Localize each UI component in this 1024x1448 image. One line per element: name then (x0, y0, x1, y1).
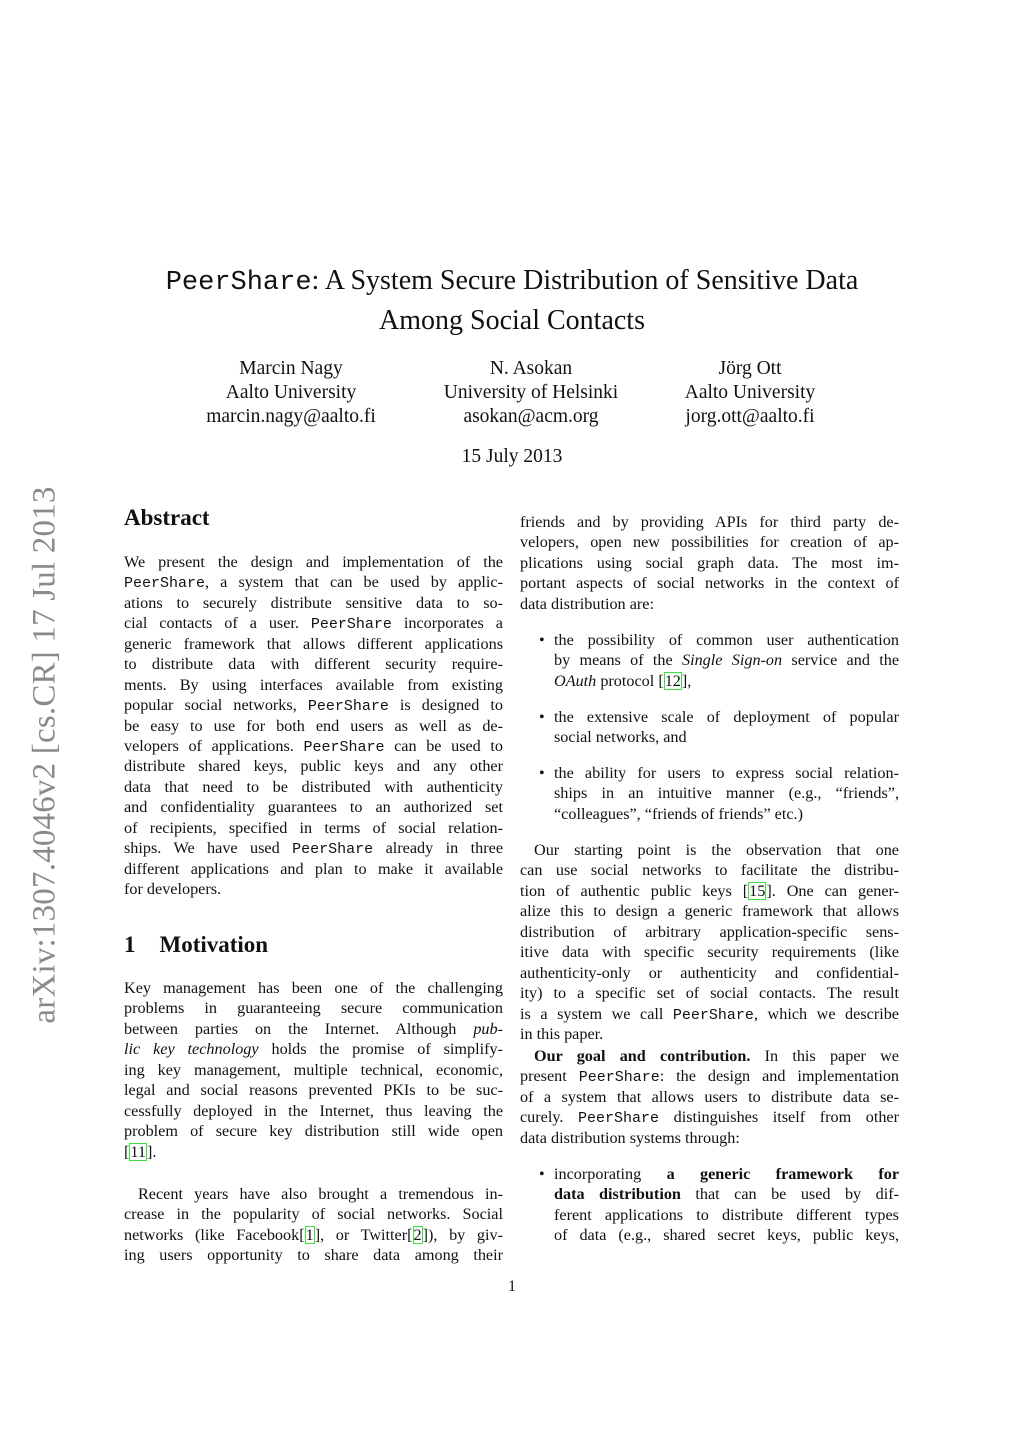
title-system-name: PeerShare (165, 268, 312, 298)
author-affiliation: University of Helsinki (443, 382, 619, 403)
text: different applications and plan to make it available (124, 859, 503, 878)
author-affiliation: Aalto University (684, 382, 816, 403)
text-line (520, 1024, 899, 1044)
bold-text: data distribution (554, 1185, 681, 1204)
text-line (124, 1245, 503, 1265)
text-line (124, 1019, 503, 1039)
text-line (124, 572, 503, 592)
text-line (554, 650, 899, 670)
emphasis: pub- (473, 1019, 503, 1038)
text-line (520, 512, 899, 532)
text: protocol (596, 671, 659, 690)
text: of data (e.g., shared secret keys, public keys, (554, 1226, 899, 1245)
text-line (124, 838, 503, 858)
text-line (554, 783, 899, 803)
text-line (520, 963, 899, 983)
text: of recipients, specified in terms of social relation- (124, 818, 503, 837)
bullet-item (539, 763, 899, 824)
text-line (124, 552, 503, 572)
right-paragraph-1 (520, 512, 899, 614)
text: can be used to (384, 736, 503, 755)
text: present (520, 1067, 579, 1086)
text: already in three (373, 839, 504, 858)
text-line (554, 671, 899, 691)
text: can use social networks to facilitate the distribu- (520, 861, 899, 880)
system-name: PeerShare (292, 841, 374, 859)
text: data that need to be distributed with authenticity (124, 777, 503, 796)
text: of a system that allows users to distribute data se- (520, 1087, 899, 1106)
emphasis: lic key technology (124, 1040, 259, 1059)
text: portant aspects of social networks in the context of (520, 574, 899, 593)
text: velopers, open new possibilities for creation of ap- (520, 533, 899, 552)
text: , a system that can be used by applic- (205, 573, 503, 592)
text: ships in an intuitive manner (e.g., “friends”, (554, 784, 899, 803)
text: . (152, 1142, 157, 1161)
text-line (554, 1225, 899, 1245)
text: for developers. (124, 880, 222, 898)
text: ity) to a specific set of social contacts. The result (520, 984, 899, 1003)
emphasis: Single Sign-on (682, 651, 783, 670)
paper-date: 15 July 2013 (461, 446, 563, 467)
text-line (124, 797, 503, 817)
text: service and the (782, 651, 899, 670)
text-line (554, 763, 899, 783)
text-line (124, 978, 503, 998)
text: is a system we call (520, 1004, 673, 1023)
text-line (124, 1039, 503, 1059)
text: Recent years have also brought a tremendous in- (138, 1185, 503, 1203)
text-line (520, 573, 899, 593)
text: the possibility of common user authentication (554, 631, 899, 649)
text: ing key management, multiple technical, economic, (124, 1060, 503, 1079)
text: by means of the (554, 651, 682, 670)
text: is designed to (388, 696, 503, 715)
citation-link[interactable]: 1 (305, 1225, 314, 1244)
system-name: PeerShare (578, 1110, 660, 1128)
text: curely. (520, 1108, 579, 1127)
motivation-paragraph-1 (124, 978, 503, 1162)
text: ing users opportunity to share data among their (124, 1246, 503, 1265)
text-line (124, 675, 503, 695)
text-line (520, 922, 899, 942)
text-line (124, 1142, 503, 1162)
text-line (124, 1225, 503, 1245)
bullet-icon: • (539, 631, 545, 649)
system-name: PeerShare (303, 738, 385, 756)
text-line (124, 736, 503, 756)
text: incorporates a (391, 614, 503, 633)
text-line (124, 756, 503, 776)
text-line (554, 727, 899, 747)
right-paragraph-2 (520, 840, 899, 1044)
page-number: 1 (508, 1278, 516, 1295)
text-line (124, 1080, 503, 1100)
author-email: marcin.nagy@aalto.fi (206, 406, 376, 427)
text-line (520, 594, 899, 614)
text: between parties on the Internet. Although (124, 1019, 474, 1038)
paper-title (0, 262, 1024, 339)
bold-text: a generic framework for (666, 1165, 899, 1183)
citation-link[interactable]: 2 (413, 1225, 422, 1244)
text: ferent applications to distribute different types (554, 1205, 899, 1224)
text: distribution of arbitrary application-specific sens- (520, 922, 899, 941)
section-heading-motivation (124, 932, 268, 958)
author-affiliation: Aalto University (225, 382, 357, 403)
text: alize this to design a generic framework that allows (520, 902, 899, 921)
text: problem of secure key distribution still wide open (124, 1122, 503, 1141)
text-line (124, 879, 503, 899)
text: Our starting point is the observation that one (534, 841, 899, 859)
text: distribute shared keys, public keys and any other (124, 757, 503, 776)
bullet-icon: • (539, 1165, 545, 1183)
text: cial contacts of a user. (124, 614, 311, 633)
arxiv-stamp: arXiv:1307.4046v2 [cs.CR] 17 Jul 2013 (26, 486, 63, 1024)
bullet-item (539, 630, 899, 691)
text: in this paper. (520, 1024, 604, 1043)
text: ations to securely distribute sensitive data to so- (124, 593, 503, 612)
text: the ability for users to express social relation- (554, 764, 899, 782)
text-line (520, 1066, 899, 1086)
text-line (124, 593, 503, 613)
text-line (520, 553, 899, 573)
author-name: N. Asokan (489, 358, 573, 379)
text-line (554, 630, 899, 650)
text-line (124, 859, 503, 879)
text: “colleagues”, “friends of friends” etc.) (554, 804, 803, 823)
text: , or Twitter (320, 1225, 408, 1244)
text-line (554, 1205, 899, 1225)
text-line (124, 1121, 503, 1141)
text: velopers of applications. (124, 736, 304, 755)
author-name: Jörg Ott (718, 358, 782, 379)
system-name: PeerShare (578, 1069, 660, 1087)
author-email: asokan@acm.org (463, 406, 599, 427)
author-1 (161, 357, 421, 429)
text: In this paper we (750, 1047, 899, 1065)
text: Key management has been one of the challenging (124, 979, 503, 997)
text-line (124, 716, 503, 736)
text: and confidentiality guarantees to an authorized set (124, 798, 503, 817)
section-number: 1 (124, 932, 136, 957)
citation-link[interactable]: 12 (664, 671, 681, 690)
text: ments. By using interfaces available from existing (124, 675, 503, 694)
text-line (124, 654, 503, 674)
text-line (520, 1107, 899, 1127)
text: generic framework that allows different applications (124, 634, 503, 653)
text: itive data with specific security requirements (like (520, 943, 899, 962)
text: distinguishes itself from other (659, 1108, 899, 1127)
author-email: jorg.ott@aalto.fi (685, 406, 815, 427)
text: data distribution systems through: (520, 1128, 740, 1147)
citation: [2] (407, 1225, 428, 1244)
motivation-paragraph-2 (124, 1184, 503, 1266)
text-line (520, 942, 899, 962)
abstract-body (124, 552, 503, 899)
text-line (520, 881, 899, 901)
text-line (124, 613, 503, 633)
text-line (520, 1046, 899, 1066)
section-title: Motivation (159, 932, 269, 957)
text-line (554, 1164, 899, 1184)
citation: [11] (124, 1142, 153, 1161)
text-line (520, 1004, 899, 1024)
text-line (124, 777, 503, 797)
text-line (520, 840, 899, 860)
abstract-heading: Abstract (124, 505, 210, 530)
text: social networks, and (554, 728, 687, 747)
text: crease in the popularity of social networks. Social (124, 1205, 503, 1224)
citation: [1] (299, 1225, 321, 1244)
text: We present the design and implementation of the (124, 553, 503, 571)
text-line (520, 1128, 899, 1148)
text-line (124, 1184, 503, 1204)
system-name: PeerShare (124, 575, 206, 593)
bullet-item (539, 707, 899, 748)
text: problems in guaranteeing secure communication (124, 999, 503, 1018)
author-3 (620, 357, 880, 429)
citation: [12] (658, 671, 688, 690)
bold-text: Our goal and contribution. (534, 1047, 751, 1065)
text-line (124, 1101, 503, 1121)
text: the extensive scale of deployment of popular (554, 708, 899, 726)
text: legal and social reasons prevented PKIs to be suc- (124, 1081, 503, 1100)
text-line (124, 695, 503, 715)
text-line (554, 707, 899, 727)
text-line (554, 1184, 899, 1204)
text: data distribution are: (520, 594, 654, 613)
text: holds the promise of simplify- (258, 1040, 503, 1059)
text: to distribute data with different security require- (124, 655, 503, 674)
text: incorporating (554, 1165, 667, 1183)
citation-link[interactable]: 11 (130, 1142, 146, 1161)
text-line (520, 1087, 899, 1107)
emphasis: OAuth (554, 671, 597, 690)
text-line (124, 1204, 503, 1224)
title-line2: Among Social Contacts (379, 305, 645, 336)
text-line (520, 532, 899, 552)
text: plications using social graph data. The most im- (520, 553, 899, 572)
system-name: PeerShare (307, 698, 389, 716)
text-line (124, 818, 503, 838)
text-line (520, 901, 899, 921)
system-name: PeerShare (672, 1006, 754, 1024)
author-name: Marcin Nagy (239, 358, 343, 379)
text: , (687, 671, 692, 690)
text-line (520, 983, 899, 1003)
text: ), by giv- (428, 1225, 503, 1244)
text: cessfully deployed in the Internet, thus leaving the (124, 1101, 503, 1120)
right-paragraph-3 (520, 1046, 899, 1148)
text: be easy to use for both end users as well as de- (124, 716, 503, 735)
text-line (124, 998, 503, 1018)
text: popular social networks, (124, 696, 308, 715)
text: ships. We have used (124, 839, 293, 858)
text-line (124, 1060, 503, 1080)
text: networks (like Facebook (124, 1225, 300, 1244)
bullet-icon: • (539, 764, 545, 782)
text: friends and by providing APIs for third party de- (520, 513, 899, 531)
text: : the design and implementation (659, 1067, 900, 1086)
text: authenticity-only or authenticity and confidential- (520, 963, 899, 982)
text: tion of authentic public keys (520, 881, 743, 900)
text: , which we describe (753, 1004, 899, 1023)
system-name: PeerShare (310, 616, 392, 634)
text-line (124, 634, 503, 654)
citation: [15] (742, 881, 772, 900)
title-line1: : A System Secure Distribution of Sensitive Data (311, 265, 859, 296)
citation-link[interactable]: 15 (749, 881, 766, 900)
bullet-item (539, 1164, 899, 1246)
text: . One can gener- (771, 881, 899, 900)
text-line (554, 804, 899, 824)
text: that can be used by dif- (680, 1185, 899, 1204)
bullet-icon: • (539, 708, 545, 726)
text-line (520, 860, 899, 880)
